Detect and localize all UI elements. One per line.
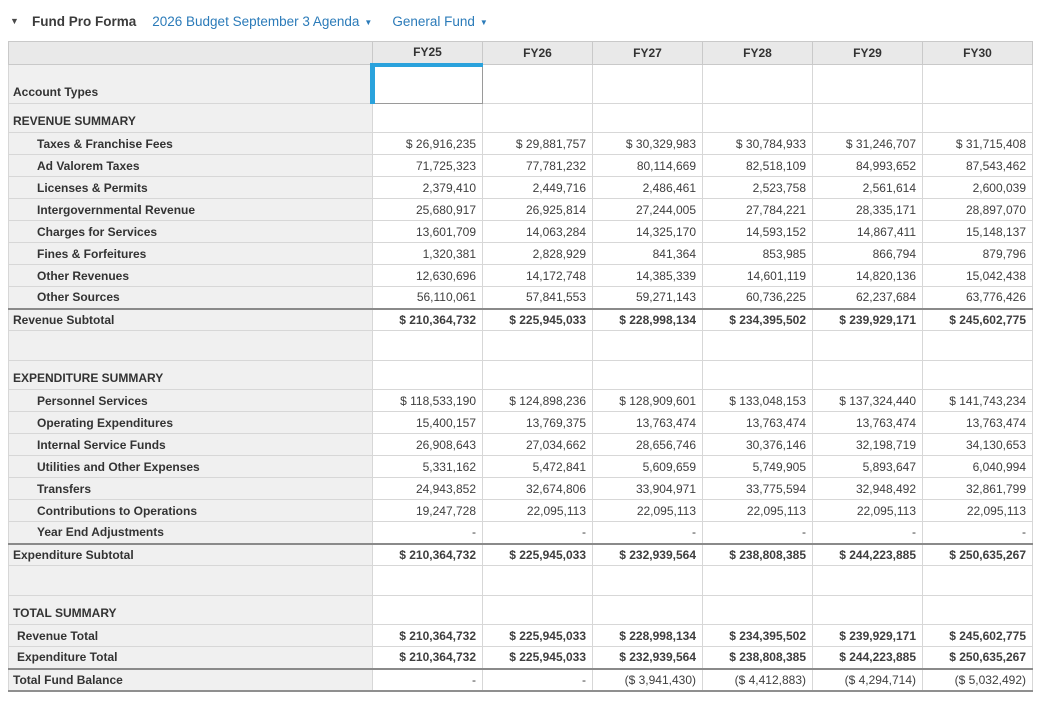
cell[interactable] [923, 596, 1033, 625]
cell[interactable]: 28,656,746 [593, 434, 703, 456]
cell[interactable]: 2,561,614 [813, 177, 923, 199]
row-label: Transfers [9, 478, 373, 500]
cell[interactable]: 22,095,113 [703, 500, 813, 522]
row-label: Revenue Total [9, 625, 373, 647]
table-row [9, 478, 1033, 500]
cell[interactable]: - [483, 669, 593, 691]
cell[interactable]: $ 133,048,153 [703, 390, 813, 412]
cell[interactable] [813, 361, 923, 390]
cell[interactable]: 60,736,225 [703, 287, 813, 309]
table-row [9, 361, 1033, 390]
cell[interactable]: 841,364 [593, 243, 703, 265]
row-label: REVENUE SUMMARY [9, 104, 373, 133]
cell[interactable]: 14,593,152 [703, 221, 813, 243]
cell[interactable]: $ 124,898,236 [483, 390, 593, 412]
cell[interactable]: 32,948,492 [813, 478, 923, 500]
cell[interactable]: $ 210,364,732 [373, 544, 483, 566]
cell[interactable]: 32,198,719 [813, 434, 923, 456]
cell[interactable] [923, 104, 1033, 133]
cell[interactable] [813, 104, 923, 133]
cell[interactable]: $ 238,808,385 [703, 544, 813, 566]
cell[interactable]: 13,763,474 [703, 412, 813, 434]
table-row [9, 500, 1033, 522]
fund-label: General Fund [392, 13, 475, 29]
row-label: Ad Valorem Taxes [9, 155, 373, 177]
cell[interactable] [483, 331, 593, 361]
cell[interactable]: 14,867,411 [813, 221, 923, 243]
cell[interactable]: 14,601,119 [703, 265, 813, 287]
table-row [9, 243, 1033, 265]
cell[interactable]: $ 29,881,757 [483, 133, 593, 155]
cell[interactable]: $ 31,715,408 [923, 133, 1033, 155]
cell[interactable]: $ 225,945,033 [483, 544, 593, 566]
cell[interactable]: 22,095,113 [593, 500, 703, 522]
cell[interactable] [923, 65, 1033, 104]
table-row [9, 65, 1033, 104]
cell[interactable]: 63,776,426 [923, 287, 1033, 309]
row-label: Internal Service Funds [9, 434, 373, 456]
cell[interactable]: 13,763,474 [593, 412, 703, 434]
cell[interactable]: 34,130,653 [923, 434, 1033, 456]
cell[interactable] [483, 361, 593, 390]
budget-version-dropdown[interactable] [152, 14, 372, 29]
table-row [9, 669, 1033, 691]
cell[interactable]: 5,893,647 [813, 456, 923, 478]
cell[interactable]: $ 26,916,235 [373, 133, 483, 155]
table-row [9, 434, 1033, 456]
cell[interactable] [593, 331, 703, 361]
table-row [9, 412, 1033, 434]
cell[interactable] [593, 596, 703, 625]
table-row [9, 287, 1033, 309]
cell[interactable]: $ 245,602,775 [923, 625, 1033, 647]
cell[interactable]: $ 238,808,385 [703, 647, 813, 669]
cell[interactable]: $ 239,929,171 [813, 309, 923, 331]
cell[interactable]: - [483, 522, 593, 544]
cell[interactable] [923, 331, 1033, 361]
cell[interactable]: $ 250,635,267 [923, 544, 1033, 566]
cell[interactable]: 33,775,594 [703, 478, 813, 500]
cell[interactable]: 6,040,994 [923, 456, 1033, 478]
row-label: Intergovernmental Revenue [9, 199, 373, 221]
toolbar [0, 0, 1041, 35]
cell[interactable]: 15,042,438 [923, 265, 1033, 287]
cell[interactable]: 59,271,143 [593, 287, 703, 309]
cell[interactable]: 33,904,971 [593, 478, 703, 500]
cell[interactable]: 27,244,005 [593, 199, 703, 221]
table-row [9, 544, 1033, 566]
cell[interactable] [703, 566, 813, 596]
cell[interactable]: $ 30,784,933 [703, 133, 813, 155]
table-row [9, 456, 1033, 478]
cell[interactable]: ($ 4,294,714) [813, 669, 923, 691]
column-header-fy25[interactable]: FY25 [373, 42, 483, 65]
fund-pro-forma-table [8, 41, 1033, 692]
cell[interactable]: $ 210,364,732 [373, 647, 483, 669]
cell[interactable]: $ 30,329,983 [593, 133, 703, 155]
cell[interactable]: 2,486,461 [593, 177, 703, 199]
cell[interactable]: 13,763,474 [813, 412, 923, 434]
cell[interactable] [483, 566, 593, 596]
cell[interactable]: 56,110,061 [373, 287, 483, 309]
cell[interactable]: 19,247,728 [373, 500, 483, 522]
cell[interactable]: 87,543,462 [923, 155, 1033, 177]
cell[interactable]: $ 228,998,134 [593, 625, 703, 647]
cell[interactable]: 1,320,381 [373, 243, 483, 265]
cell[interactable]: 14,063,284 [483, 221, 593, 243]
cell[interactable]: ($ 4,412,883) [703, 669, 813, 691]
cell[interactable] [483, 104, 593, 133]
cell[interactable]: $ 210,364,732 [373, 309, 483, 331]
cell[interactable]: 12,630,696 [373, 265, 483, 287]
cell[interactable]: 27,034,662 [483, 434, 593, 456]
cell[interactable] [373, 361, 483, 390]
cell[interactable]: - [593, 522, 703, 544]
row-label: Total Fund Balance [9, 669, 373, 691]
selected-cell[interactable] [373, 65, 483, 104]
cell[interactable]: 15,400,157 [373, 412, 483, 434]
cell[interactable]: 14,325,170 [593, 221, 703, 243]
row-label: Utilities and Other Expenses [9, 456, 373, 478]
cell[interactable]: 2,600,039 [923, 177, 1033, 199]
cell[interactable] [593, 361, 703, 390]
column-header-fy30[interactable]: FY30 [923, 42, 1033, 65]
cell[interactable]: $ 128,909,601 [593, 390, 703, 412]
cell[interactable]: 84,993,652 [813, 155, 923, 177]
cell[interactable] [373, 331, 483, 361]
cell[interactable]: 25,680,917 [373, 199, 483, 221]
cell[interactable]: 2,379,410 [373, 177, 483, 199]
cell[interactable] [593, 566, 703, 596]
cell[interactable]: $ 239,929,171 [813, 625, 923, 647]
cell[interactable] [703, 596, 813, 625]
cell[interactable] [373, 104, 483, 133]
page-title: Fund Pro Forma [32, 13, 137, 29]
cell[interactable]: - [373, 522, 483, 544]
cell[interactable]: $ 232,939,564 [593, 647, 703, 669]
cell[interactable] [813, 596, 923, 625]
cell[interactable]: 13,601,709 [373, 221, 483, 243]
section-collapse-toggle[interactable] [10, 16, 32, 26]
cell[interactable] [373, 566, 483, 596]
cell[interactable]: 30,376,146 [703, 434, 813, 456]
cell[interactable]: ($ 5,032,492) [923, 669, 1033, 691]
chevron-down-icon: ▼ [364, 17, 373, 27]
cell[interactable]: $ 234,395,502 [703, 309, 813, 331]
cell[interactable]: ($ 3,941,430) [593, 669, 703, 691]
chevron-down-icon: ▼ [10, 16, 19, 26]
row-label: Account Types [9, 65, 373, 104]
cell[interactable]: $ 225,945,033 [483, 647, 593, 669]
cell[interactable]: 5,609,659 [593, 456, 703, 478]
row-label: Revenue Subtotal [9, 309, 373, 331]
table-row [9, 522, 1033, 544]
cell[interactable]: 28,335,171 [813, 199, 923, 221]
cell[interactable]: 28,897,070 [923, 199, 1033, 221]
cell[interactable]: $ 210,364,732 [373, 625, 483, 647]
row-label: Licenses & Permits [9, 177, 373, 199]
cell[interactable]: 2,523,758 [703, 177, 813, 199]
column-header-fy29[interactable]: FY29 [813, 42, 923, 65]
cell[interactable]: $ 225,945,033 [483, 625, 593, 647]
table-row [9, 104, 1033, 133]
table-row [9, 390, 1033, 412]
cell[interactable] [593, 65, 703, 104]
cell[interactable]: 24,943,852 [373, 478, 483, 500]
cell[interactable]: $ 244,223,885 [813, 544, 923, 566]
cell[interactable] [483, 65, 593, 104]
table-row [9, 133, 1033, 155]
cell[interactable]: 22,095,113 [483, 500, 593, 522]
cell[interactable]: 77,781,232 [483, 155, 593, 177]
cell[interactable]: 14,172,748 [483, 265, 593, 287]
cell[interactable]: - [703, 522, 813, 544]
cell[interactable] [373, 596, 483, 625]
row-label: Operating Expenditures [9, 412, 373, 434]
cell[interactable]: $ 31,246,707 [813, 133, 923, 155]
row-label-empty [9, 566, 373, 596]
column-header-fy27[interactable]: FY27 [593, 42, 703, 65]
cell[interactable]: $ 141,743,234 [923, 390, 1033, 412]
cell[interactable] [483, 596, 593, 625]
row-label: Other Revenues [9, 265, 373, 287]
chevron-down-icon: ▼ [479, 17, 488, 27]
cell[interactable]: 13,769,375 [483, 412, 593, 434]
table-row [9, 199, 1033, 221]
table-row [9, 625, 1033, 647]
cell[interactable]: 57,841,553 [483, 287, 593, 309]
table-row [9, 265, 1033, 287]
cell[interactable]: 15,148,137 [923, 221, 1033, 243]
cell[interactable]: 32,861,799 [923, 478, 1033, 500]
column-header-fy26[interactable]: FY26 [483, 42, 593, 65]
cell[interactable] [813, 331, 923, 361]
cell[interactable]: 13,763,474 [923, 412, 1033, 434]
cell[interactable]: $ 232,939,564 [593, 544, 703, 566]
cell[interactable] [703, 361, 813, 390]
cell[interactable] [703, 104, 813, 133]
table-row [9, 647, 1033, 669]
cell[interactable]: 32,674,806 [483, 478, 593, 500]
table-row [9, 596, 1033, 625]
cell[interactable] [593, 104, 703, 133]
cell[interactable]: 26,925,814 [483, 199, 593, 221]
row-label: Expenditure Subtotal [9, 544, 373, 566]
cell[interactable]: 2,449,716 [483, 177, 593, 199]
cell[interactable]: 14,385,339 [593, 265, 703, 287]
fund-dropdown[interactable] [392, 14, 487, 29]
row-label: Charges for Services [9, 221, 373, 243]
corner-header-cell [9, 42, 373, 65]
table-row [9, 155, 1033, 177]
cell[interactable]: 27,784,221 [703, 199, 813, 221]
table-row [9, 221, 1033, 243]
cell[interactable]: 71,725,323 [373, 155, 483, 177]
row-label: TOTAL SUMMARY [9, 596, 373, 625]
cell[interactable]: 82,518,109 [703, 155, 813, 177]
cell[interactable]: 22,095,113 [813, 500, 923, 522]
cell[interactable]: 879,796 [923, 243, 1033, 265]
row-label: Personnel Services [9, 390, 373, 412]
cell[interactable] [703, 331, 813, 361]
cell[interactable]: 26,908,643 [373, 434, 483, 456]
budget-version-label: 2026 Budget September 3 Agenda [152, 13, 360, 29]
cell[interactable]: 866,794 [813, 243, 923, 265]
cell[interactable] [923, 361, 1033, 390]
cell[interactable]: $ 225,945,033 [483, 309, 593, 331]
row-label: Year End Adjustments [9, 522, 373, 544]
row-label: Contributions to Operations [9, 500, 373, 522]
cell[interactable]: 22,095,113 [923, 500, 1033, 522]
cell[interactable]: $ 118,533,190 [373, 390, 483, 412]
cell[interactable]: 5,331,162 [373, 456, 483, 478]
row-label-empty [9, 331, 373, 361]
table-row [9, 331, 1033, 361]
cell[interactable]: 5,749,905 [703, 456, 813, 478]
cell[interactable]: 853,985 [703, 243, 813, 265]
row-label: Taxes & Franchise Fees [9, 133, 373, 155]
cell[interactable]: 80,114,669 [593, 155, 703, 177]
table-row [9, 566, 1033, 596]
row-label: Other Sources [9, 287, 373, 309]
column-header-fy28[interactable]: FY28 [703, 42, 813, 65]
cell[interactable]: $ 244,223,885 [813, 647, 923, 669]
column-header-row [9, 42, 1033, 65]
cell[interactable] [703, 65, 813, 104]
cell[interactable] [923, 566, 1033, 596]
cell[interactable]: 2,828,929 [483, 243, 593, 265]
cell[interactable]: - [813, 522, 923, 544]
row-label: EXPENDITURE SUMMARY [9, 361, 373, 390]
table-row [9, 309, 1033, 331]
table-row [9, 177, 1033, 199]
cell[interactable]: $ 250,635,267 [923, 647, 1033, 669]
cell[interactable]: 14,820,136 [813, 265, 923, 287]
cell[interactable]: 5,472,841 [483, 456, 593, 478]
cell[interactable] [813, 566, 923, 596]
cell[interactable]: 62,237,684 [813, 287, 923, 309]
cell[interactable] [813, 65, 923, 104]
cell[interactable]: - [923, 522, 1033, 544]
cell[interactable]: $ 245,602,775 [923, 309, 1033, 331]
cell[interactable]: $ 228,998,134 [593, 309, 703, 331]
row-label: Expenditure Total [9, 647, 373, 669]
cell[interactable]: $ 234,395,502 [703, 625, 813, 647]
cell[interactable]: - [373, 669, 483, 691]
cell[interactable]: $ 137,324,440 [813, 390, 923, 412]
row-label: Fines & Forfeitures [9, 243, 373, 265]
